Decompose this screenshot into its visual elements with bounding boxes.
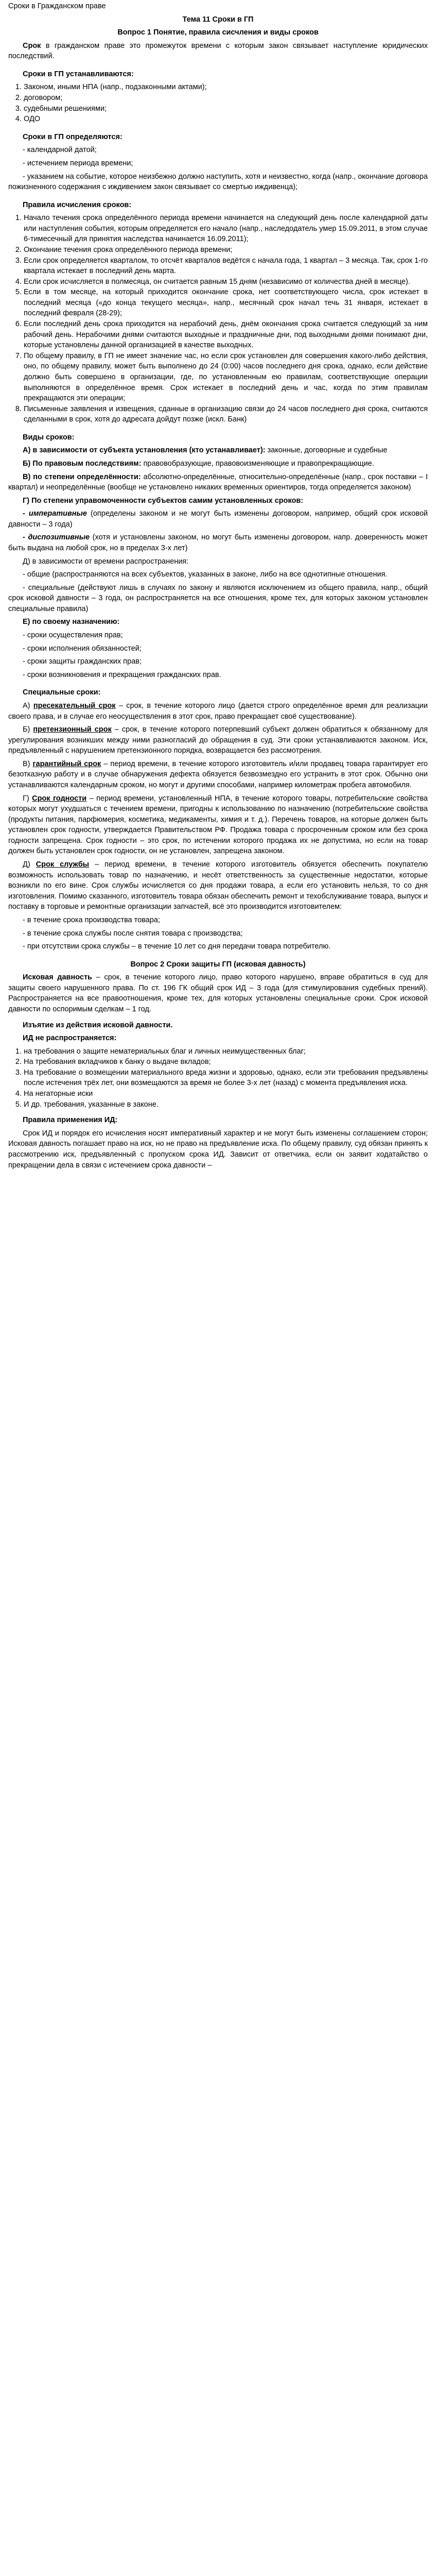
special-v [8, 759, 428, 791]
special-a [8, 701, 428, 722]
rule-item: 5. Если в том месяце, на который приходится окончание срока, нет соответствующего числа, срок истекает в последний месяца («до конца текущего месяца», напр., месячный срок начал течь 31 января, истекает в последний февраля (28-29); [24, 287, 428, 319]
rules-heading: Правила исчисления сроков: [23, 200, 132, 209]
rule-item: 1. Начало течения срока определённого периода времени начинается на следующий день после календарной даты или наступления события, которым определяется его начало (напр., наследодатель умер 15.09.2011, в этом случае 6-тимесечный для принятия наследства начинается 16.09.2011); [24, 213, 428, 245]
determined-line: - указанием на событие, которое неизбежно должно наступить, хотя и неизвестно, когда (напр., окончание договора пожизненного содержания с иждивением закон связывает со смертью иждивенца); [8, 172, 428, 192]
kind-g-heading: Г) По степени управомоченности субъектов самим установленных сроков: [23, 496, 304, 505]
established-item: 4. ОДО [24, 114, 428, 125]
term-word: Срок [23, 41, 41, 50]
term-definition-text: в гражданском праве это промежуток времени с которым закон связывает наступление юридических последствий. [8, 41, 428, 61]
kind-v-label: В) по степени определённости: [23, 472, 141, 481]
special-a-prefix: А) [23, 701, 33, 710]
kind-g-dispositive [8, 532, 428, 553]
exception-item: 5. И др. требования, указанные в законе. [24, 1099, 428, 1110]
kind-v [8, 472, 428, 493]
kind-d-special: - специальные (действуют лишь в случаях по закону и являются исключением из общего правила, напр., общий срок исковой давности – 3 года, он распространяется на все отношения, кроме тех, для которых законом установлен специальные правила) [8, 583, 428, 613]
exceptions-subheading: ИД не распространяется: [23, 1034, 117, 1043]
kind-g-imperative [8, 509, 428, 530]
special-d [8, 859, 428, 912]
document [0, 0, 436, 1185]
imperative-label: - императивные [23, 510, 87, 518]
special-g-text: – период времени, установленный НПА, в течение которого товары, потребительские свойства которых могут ухудшаться с течением времени, пригодны к использованию по назначению (потребительские свойства (продукты питания, парфюмерия, косметика, медикаменты, химия и т. д.). Перечень товаров, на которые должен быть установлен срок годности, утверждается Правительством РФ. Продажа товара с просроченным сроком или без срока годности запрещена. Срок годности – это срок, по истечении которого продажа их не допустима, но если на товар должен быть установлен срок годности, он не установлен, запрещена законом. [8, 794, 428, 856]
rule-item: 2. Окончание течения срока определённого периода времени; [24, 245, 428, 256]
limitation-definition [8, 972, 428, 1014]
determined-line: - истечением периода времени; [23, 159, 133, 167]
established-item: 3. судебными решениями; [24, 104, 428, 114]
kind-e-item: - сроки защиты гражданских прав; [23, 657, 142, 666]
special-g-prefix: Г) [23, 794, 32, 803]
special-d-item: - в течение срока производства товара; [23, 916, 160, 924]
rule-item: 3. Если срок определяется кварталом, то отсчёт кварталов ведётся с начала года, 1 квартал – 3 месяца. Так, срок 1-го квартала истекает в последний день марта. [24, 256, 428, 277]
rule-item: 7. По общему правилу, в ГП не имеет значение час, но если срок установлен для совершения какого-либо действия, оно, по общему правилу, может быть выполнено до 24 (0:00) часов последнего дня срока, однако, если действие должно быть совершено в организации, где, по установленным ею правилам, соответствующие операции выполняются в определённое время. Срок истекает в последний день и час, когда по этим правилам прекращаются эти операции; [24, 351, 428, 404]
kind-b-text: правовобразующие, правовоизменяющие и правопрекращающие. [141, 459, 374, 468]
question-1-title: Вопрос 1 Понятие, правила сисчления и виды сроков [117, 28, 319, 37]
application-text: Срок ИД и порядок его исчисления носят императивный характер и не могут быть изменены соглашением сторон; Исковая давность погашает право на иск, но не право на предъявление иска. По общему правилу, суд обязан принять к рассмотрению иск, предъявленный с пропуском срока ИД. Зависит от ответчика, если он заявит ходатайство о прекращении дела в связи с истечением срока давности – [8, 1129, 428, 1170]
exception-item: 3. На требование о возмещении материального вреда жизни и здоровью, однако, если эти требования предъявлены после истечения трёх лет, они возмещаются за время не более 3-х лет (назад) с момента предъявления иска. [24, 1067, 428, 1089]
special-g [8, 793, 428, 857]
rule-item: 4. Если срок исчисляется в полмесяца, он считается равным 15 дням (независимо от количества дней в месяце). [24, 277, 428, 287]
kind-e-item: - сроки осуществления прав; [23, 631, 123, 640]
exceptions-heading: Изъятие из действия исковой давности. [23, 1021, 173, 1029]
kind-e-item: - сроки возникновения и прекращения гражданских прав. [23, 670, 221, 679]
kind-b-label: Б) По правовым последствиям: [23, 459, 142, 468]
limitation-label: Исковая давность [23, 973, 92, 982]
special-a-text: – срок, в течение которого лицо (дается строго определённое время для реализации своего права, и в случае его неосуществления в этот срок, право прекращает своё существование). [8, 701, 428, 721]
kinds-heading: Виды сроков: [23, 433, 75, 442]
kind-v-text: абсолютно-определённые, относительно-определённые (напр., срок поставки – I квартал) и неопределённые (вообще не установлено никаких временных ориентиров, тогда определяется законом) [8, 472, 428, 492]
special-d-item: - при отсутствии срока службы – в течение 10 лет со дня передачи товара потребителю. [23, 942, 331, 951]
special-d-prefix: Д) [23, 860, 36, 869]
dispositive-label: - диспозитивные [23, 533, 90, 542]
limitation-text: – срок, в течение которого лицо, право которого нарушено, вправе обратиться в суд для защиты своего нарушенного права. По ст. 196 ГК общий срок ИД – 3 года (для стимулирования судебных прений). Распространяется на все правоотношения, кроме тех, для которых установлены специальные сроки. Срок исковой давности по оспоримым сделкам – 1 год. [8, 973, 428, 1013]
dispositive-text: (хотя и установлены законом, но могут быть изменены договором, напр. доверенность может быть выдана на любой срок, но в пределах 3-х лет) [8, 533, 428, 553]
kind-a [8, 445, 428, 456]
special-d-label: Срок службы [36, 860, 90, 869]
kind-a-label: А) в зависимости от субъекта установления (кто устанавливает): [23, 446, 266, 455]
rule-item: 6. Если последний день срока приходится на нерабочий день, днём окончания срока считается следующий за ним рабочий день. Нерабочими днями считаются выходные и праздничные дни, под выходными днями понимают дни, которые установлены данной организацией в качестве выходных. [24, 319, 428, 351]
special-b-text: – срок, в течение которого потерпевший субъект должен обратиться к обязанному для урегулирования возникших между ними разногласий до обращения в суд. Эти сроки устанавливаются законом. Иск, предъявленный с нарушением претензионного порядка, возвращается без рассмотрения. [8, 725, 428, 755]
document-title: Сроки в Гражданском праве [8, 2, 106, 10]
determined-line: - календарной датой; [23, 146, 97, 155]
exception-item: 4. На негаторные иски [24, 1089, 428, 1099]
established-heading: Сроки в ГП устанавливаются: [23, 70, 134, 78]
special-v-prefix: В) [23, 759, 33, 768]
application-heading: Правила применения ИД: [23, 1116, 118, 1125]
established-list [8, 82, 428, 124]
special-v-text: – период времени, в течение которого изготовитель и/или продавец товара гарантирует его безотказную работу и в случае обнаружения дефекта обязуется безвозмездно его устранить в этот срок. Обычно они устанавливаются календарным сроком, но могут и другими способами, например километраж пробега автомобиля. [8, 759, 428, 789]
kind-a-text: законные, договорные и судебные [265, 446, 388, 455]
exceptions-list [8, 1046, 428, 1110]
kind-e-heading: Е) по своему назначению: [23, 618, 120, 626]
special-g-label: Срок годности [32, 794, 87, 803]
term-definition [8, 41, 428, 62]
imperative-text: (определены законом и не могут быть изменены договором, например, общий срок исковой давности – 3 года) [8, 510, 428, 529]
rule-item: 8. Письменные заявления и извещения, сданные в организацию связи до 24 часов последнего дня срока, считаются сделанными в срок, хотя до адресата дойдут позже (искл. Банк) [24, 404, 428, 425]
special-b [8, 724, 428, 756]
kind-d-general: - общие (распространяются на всех субъектов, указанных в законе, либо на все однотипные отношения. [23, 570, 388, 579]
exception-item: 2. На требования вкладчиков к банку о выдаче вкладов; [24, 1057, 428, 1067]
special-heading: Специальные сроки: [23, 688, 101, 697]
kind-d-heading: Д) в зависимости от времени распространения: [23, 557, 189, 566]
special-b-prefix: Б) [23, 725, 33, 734]
topic-title: Тема 11 Сроки в ГП [182, 15, 254, 24]
exception-item: 1. на требования о защите нематериальных благ и личных неимущественных благ; [24, 1046, 428, 1057]
special-v-label: гарантийный срок [32, 759, 101, 768]
special-d-text: – период времени, в течение которого изготовитель обязуется обеспечить покупателю возможность использовать товар по назначению, и несёт ответственность за существенные недостатки, которые возникли по его вине. Срок службы исчисляется со дня продажи товара, а если его установить нельзя, то со дня изготовления. Помимо сказанного, изготовитель товара обязан обеспечить ремонт и техобслуживание товара, выпуск и поставку в торговые и ремонтные организации запчастей, всё это производится изготовителем: [8, 860, 428, 911]
determined-heading: Сроки в ГП определяются: [23, 132, 123, 141]
established-item: 2. договором; [24, 93, 428, 104]
question-2-title: Вопрос 2 Сроки защиты ГП (исковая давность) [130, 960, 306, 969]
special-b-label: претензионный срок [33, 725, 112, 734]
special-a-label: пресекательный срок [33, 701, 116, 710]
special-d-item: - в течение срока службы после снятия товара с производства; [23, 929, 243, 938]
kind-e-item: - сроки исполнения обязанностей; [23, 644, 142, 653]
established-item: 1. Законом, иными НПА (напр., подзаконными актами); [24, 82, 428, 93]
kind-b [8, 459, 428, 469]
rules-list [8, 213, 428, 425]
